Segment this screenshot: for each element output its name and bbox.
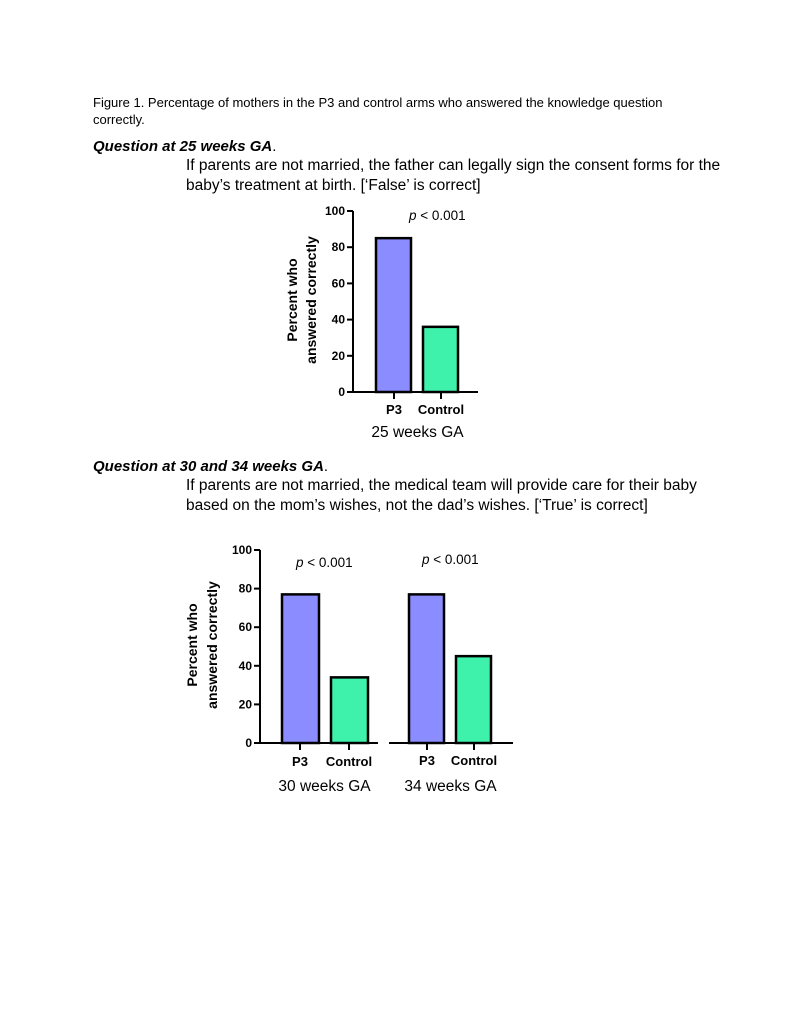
y-axis-label: Percent who [284, 258, 300, 342]
figure-caption: Figure 1. Percentage of mothers in the P3 and control arms who answered the knowledge question correctly. [93, 95, 663, 127]
p-value-annotation: p < 0.001 [422, 552, 479, 567]
x-tick-label: P3 [292, 754, 308, 769]
y-axis-label: answered correctly [303, 236, 319, 364]
y-tick-label: 100 [324, 204, 345, 218]
question-1-heading-line: Question at 25 weeks GA. [93, 138, 277, 155]
group-label: 25 weeks GA [371, 424, 464, 441]
y-tick-label: 80 [331, 240, 345, 255]
question-2-heading-line: Question at 30 and 34 weeks GA. [93, 458, 329, 475]
group-label: 34 weeks GA [404, 778, 497, 795]
x-tick-label: Control [417, 402, 465, 417]
x-tick-label: P3 [386, 402, 402, 417]
x-tick-label: Control [450, 753, 498, 768]
p-value-annotation: p < 0.001 [296, 555, 353, 570]
p-value-annotation: p < 0.001 [409, 208, 466, 223]
y-tick-label: 0 [338, 385, 345, 399]
y-tick-label: 80 [238, 581, 252, 596]
group-label: 30 weeks GA [278, 778, 371, 795]
y-axis-label: answered correctly [204, 581, 220, 709]
bar-control [456, 656, 491, 743]
y-tick-label: 40 [331, 312, 345, 327]
question-1-text: If parents are not married, the father can legally sign the consent forms for the baby’s treatment at birth. [‘False’ is correct] [186, 157, 721, 194]
y-tick-label: 20 [238, 697, 252, 712]
question-2-heading: Question at 30 and 34 weeks GA [93, 458, 324, 475]
y-tick-label: 60 [238, 620, 252, 635]
x-tick-label: P3 [419, 753, 435, 768]
bar-p3 [409, 594, 444, 743]
y-tick-label: 20 [331, 348, 345, 363]
y-tick-label: 0 [245, 736, 252, 750]
y-axis-label: Percent who [184, 603, 200, 687]
y-tick-label: 40 [238, 658, 252, 673]
bar-p3 [376, 238, 411, 392]
bar-p3 [282, 594, 319, 743]
bar-control [423, 327, 458, 392]
x-tick-label: Control [325, 754, 373, 769]
y-tick-label: 100 [231, 543, 252, 557]
question-1-heading: Question at 25 weeks GA [93, 138, 273, 155]
y-tick-label: 60 [331, 276, 345, 291]
question-2-text: If parents are not married, the medical team will provide care for their baby based on the mom’s wishes, not the dad’s wishes. [‘True’ is correct] [186, 477, 697, 514]
bar-control [331, 677, 368, 743]
